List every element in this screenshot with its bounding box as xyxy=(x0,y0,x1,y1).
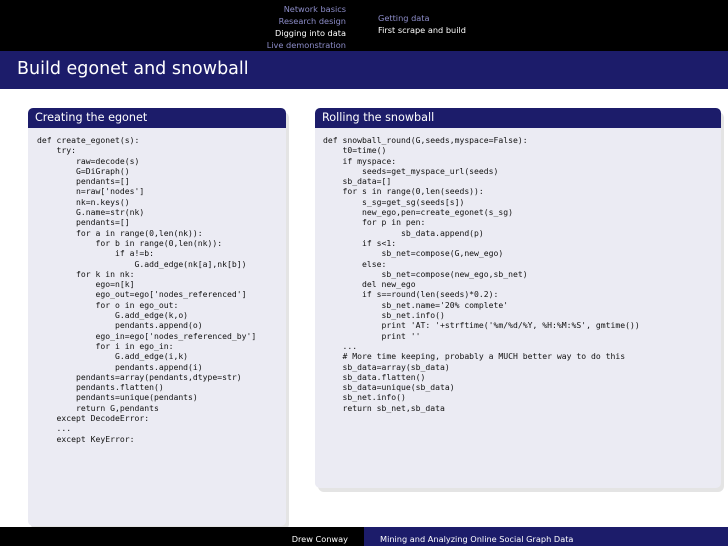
nav-section-network-basics[interactable]: Network basics xyxy=(283,4,346,14)
nav-subsections xyxy=(378,12,466,36)
footer-title-box xyxy=(364,527,728,546)
footer-author-box xyxy=(0,527,354,546)
egonet-block-title: Creating the egonet xyxy=(35,111,148,124)
nav-section-digging-into-data[interactable]: Digging into data xyxy=(275,28,346,38)
footer-talk-title: Mining and Analyzing Online Social Graph Data xyxy=(380,534,574,544)
frame-title-bar xyxy=(0,51,728,89)
nav-subsection-first-scrape[interactable]: First scrape and build xyxy=(378,25,466,35)
nav-section-research-design[interactable]: Research design xyxy=(278,16,346,26)
egonet-block xyxy=(28,108,286,526)
footer-author: Drew Conway xyxy=(291,534,348,544)
nav-header xyxy=(0,0,728,51)
egonet-block-body xyxy=(28,128,286,526)
nav-sections xyxy=(0,3,350,51)
footer xyxy=(0,527,728,546)
page-title: Build egonet and snowball xyxy=(17,59,249,79)
egonet-code: def create_egonet(s): try: raw=decode(s) G=DiGraph() pendants=[] n=raw['nodes'] nk=n.keys() G.name=str(nk) pendants=[] for a in range(0,len(nk)): for b in range(0,len(nk)): if a!=b: G.add_edge(nk[a],nk[b]) for k in nk: ego=n[k] ego_out=ego['nodes_referenced'] for o in ego_out: G.add_edge(k,o) pendants.append(o) ego_in=ego['nodes_referenced_by'] for i in ego_in: G.add_edge(i,k) pendants.append(i) pendants=array(pendants,dtype=str) pendants.flatten() pendants=unique(pendants) return G,pendants except DecodeError: ... except KeyError: xyxy=(37,135,257,444)
snowball-block-title: Rolling the snowball xyxy=(322,111,435,124)
snowball-block-header xyxy=(315,108,721,128)
snowball-code: def snowball_round(G,seeds,myspace=False): t0=time() if myspace: seeds=get_myspace_url(seeds) sb_data=[] for s in range(0,len(seeds)): s_sg=get_sg(seeds[s]) new_ego,pen=create_egonet(s_sg) for p in pen: sb_data.append(p) if s<1: sb_net=compose(G,new_ego) else: sb_net=compose(new_ego,sb_net) del new_ego if s==round(len(seeds)*0.2): sb_net.name='20% complete' sb_net.info() print 'AT: '+strftime('%m/%d/%Y, %H:%M:%S', gmtime()) print '' ... # More time keeping, probably a MUCH better way to do this sb_data=array(sb_data) sb_data.flatten() sb_data=unique(sb_data) sb_net.info() return sb_net,sb_data xyxy=(323,135,640,413)
nav-section-live-demonstration[interactable]: Live demonstration xyxy=(266,40,346,50)
egonet-block-header xyxy=(28,108,286,128)
snowball-block xyxy=(315,108,721,488)
nav-subsection-getting-data[interactable]: Getting data xyxy=(378,13,430,23)
snowball-block-body xyxy=(315,128,721,488)
